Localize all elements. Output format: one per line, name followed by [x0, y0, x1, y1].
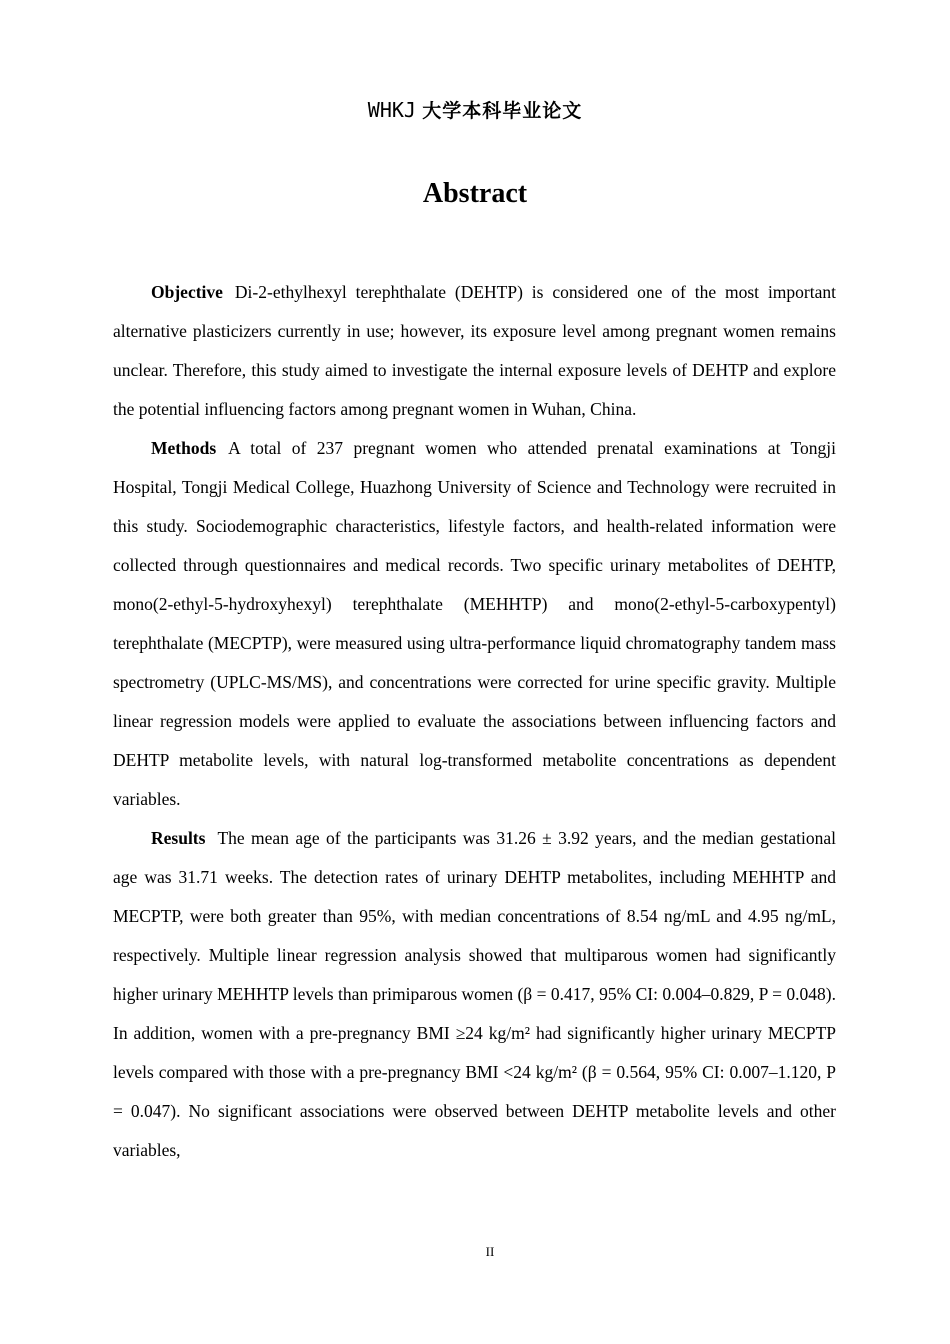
objective-text: Di-2-ethylhexyl terephthalate (DEHTP) is considered one of the most important alternative plasticizers currently in use; however, its exposure level among pregnant women remains unclear. Therefore, this study aimed to investigate the internal exposure levels of DEHTP and explore the potential influencing factors among pregnant women in Wuhan, China. [113, 282, 836, 419]
methods-paragraph [113, 429, 836, 819]
running-header [0, 96, 950, 125]
page-title: Abstract [422, 178, 528, 209]
objective-label: Objective [151, 282, 223, 302]
page-number: II [485, 1244, 495, 1259]
objective-paragraph [113, 273, 836, 429]
methods-label: Methods [151, 438, 217, 458]
methods-text: A total of 237 pregnant women who attended prenatal examinations at Tongji Hospital, Tongji Medical College, Huazhong University of Science and Technology were recruited in this study. Sociodemographic characteristics, lifestyle factors, and health-related information were collected through questionnaires and medical records. Two specific urinary metabolites of DEHTP, mono(2-ethyl-5-hydroxyhexyl) terephthalate (MEHHTP) and mono(2-ethyl-5-carboxypentyl) terephthalate (MECPTP), were measured using ultra-performance liquid chromatography tandem mass spectrometry (UPLC-MS/MS), and concentrations were corrected for urine specific gravity. Multiple linear regression models were applied to evaluate the associations between influencing factors and DEHTP metabolite levels, with natural log-transformed metabolite concentrations as dependent variables. [113, 438, 836, 809]
results-paragraph [113, 819, 836, 1170]
header-school-code: WHKJ [367, 98, 416, 122]
header-school-suffix: 大学本科毕业论文 [422, 100, 583, 122]
results-label: Results [151, 828, 206, 848]
results-text: The mean age of the participants was 31.26 ± 3.92 years, and the median gestational age was 31.71 weeks. The detection rates of urinary DEHTP metabolites, including MEHHTP and MECPTP, were both greater than 95%, with median concentrations of 8.54 ng/mL and 4.95 ng/mL, respectively. Multiple linear regression analysis showed that multiparous women had significantly higher urinary MEHHTP levels than primiparous women (β = 0.417, 95% CI: 0.004–0.829, P = 0.048). In addition, women with a pre-pregnancy BMI ≥24 kg/m² had significantly higher urinary MECPTP levels compared with those with a pre-pregnancy BMI <24 kg/m² (β = 0.564, 95% CI: 0.007–1.120, P = 0.047). No significant associations were observed between DEHTP metabolite levels and other variables, [113, 828, 836, 1160]
abstract-body [113, 273, 836, 1170]
